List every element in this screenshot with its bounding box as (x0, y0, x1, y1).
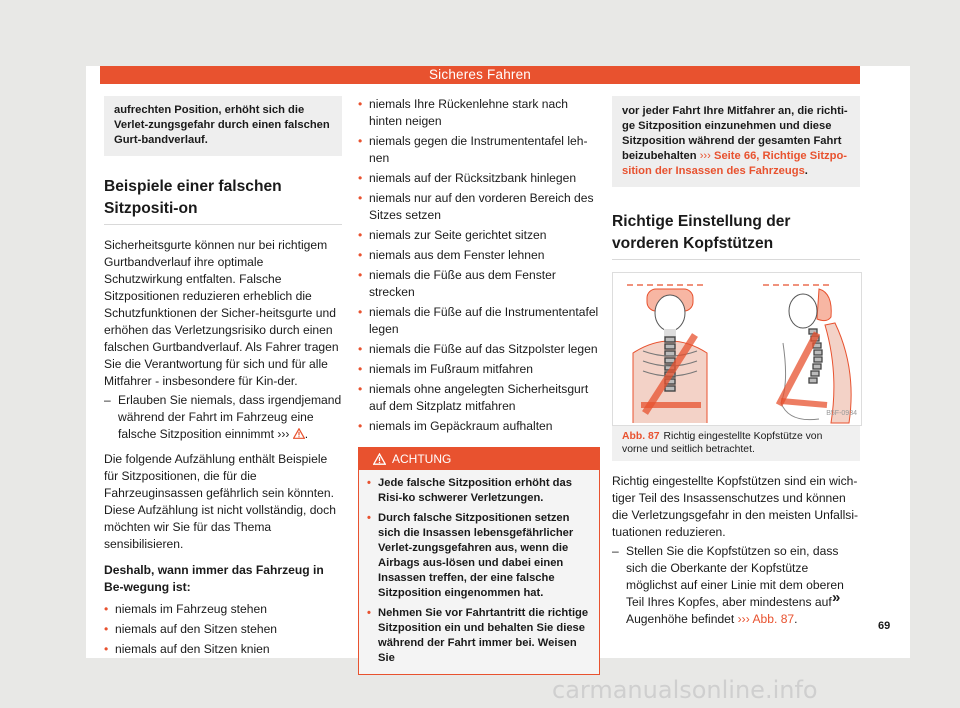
figure-number: Abb. 87 (622, 431, 660, 442)
section-header: Sicheres Fahren (100, 66, 860, 84)
list-item: • niemals im Fußraum mitfahren (358, 362, 533, 376)
list-item: • niemals aus dem Fenster lehnen (358, 248, 545, 262)
list-item: • niemals auf den Sitzen stehen (104, 622, 278, 636)
warning-item: • Nehmen Sie vor Fahrtantritt die richtige Sitzposition ein und behalten Sie diese während der Fahrt immer bei. Weisen Sie (367, 607, 589, 664)
column-2 (358, 96, 600, 675)
list-item: • niemals gegen die Instrumententafel leh-nen (358, 134, 588, 165)
list-item: • niemals auf den Sitzen knien (104, 642, 270, 656)
list-item: • niemals zur Seite gerichtet sitzen (358, 228, 547, 242)
list-item: • niemals im Fahrzeug stehen (104, 602, 267, 616)
figure-caption: Abb. 87 Richtig eingestellte Kopfstütze von vorne und seitlich betrachtet. (612, 426, 860, 461)
list-item: • niemals Ihre Rückenlehne stark nach hinten neigen (358, 97, 568, 128)
figure-code: B5F-0934 (826, 410, 857, 417)
warning-box (358, 447, 600, 675)
section-heading: Beispiele einer falschen Sitzpositi-on (104, 176, 342, 225)
warning-item: • Jede falsche Sitzposition erhöht das Risi-ko schwerer Verletzungen. (367, 477, 572, 504)
list-item: • niemals auf der Rücksitzbank hinlegen (358, 171, 577, 185)
list-item: • niemals im Gepäckraum aufhalten (358, 419, 553, 433)
list-item: • niemals nur auf den vorderen Bereich des Sitzes setzen (358, 191, 594, 222)
warning-icon (293, 428, 305, 439)
watermark: carmanualsonline.info (552, 676, 818, 704)
warning-body (359, 470, 599, 674)
warning-icon (373, 453, 386, 465)
page-reference-link[interactable]: Seite 66, Richtige Sitzpo-sition der Insassen des Fahrzeugs (622, 150, 848, 177)
section-heading: Richtige Einstellung der vorderen Kopfstützen (612, 211, 860, 260)
list-intro-paragraph: Die folgende Aufzählung enthält Beispiele für Sitzpositionen, die für die Fahrzeuginsassen gefährlich sein könnten. Diese Aufzählung ist nicht vollständig, doch möchten wir Sie für das Thema sensibilisieren. (104, 452, 336, 551)
continued-callout: aufrechten Position, erhöht sich die Verlet-zungsgefahr durch einen falschen Gurt-bandverlauf. (104, 96, 342, 156)
list-item: • niemals die Füße auf das Sitzpolster legen (358, 342, 598, 356)
intro-paragraph: Sicherheitsgurte können nur bei richtigem Gurtbandverlauf ihre optimale Schutzwirkung entfalten. Falsche Sitzpositionen reduzieren erheblich die Schutzfunktionen der Sicher-heitsgurte und erhöhen das Verletzungsrisiko durch einen falschen Gurtbandverlauf. Als Fahrer tragen Sie die Verantwortung für sich und für alle Mitfahrer - insbesondere für Kin-der. (104, 238, 339, 388)
column-3 (612, 96, 860, 628)
warning-title: ACHTUNG (392, 452, 452, 466)
continued-callout: vor jeder Fahrt Ihre Mitfahrer an, die richti-ge Sitzposition einzunehmen und diese Sitzposition während der gesamten Fahrt beizubehalten ››› Seite 66, Richtige Sitzpo-sition der Insassen des Fahrzeugs. (612, 96, 860, 187)
page-number: 69 (878, 620, 891, 632)
list-subheading: Deshalb, wann immer das Fahrzeug in Be-wegung ist: (104, 563, 324, 594)
figure-reference-link[interactable]: Abb. 87 (752, 612, 795, 626)
warning-item: • Durch falsche Sitzpositionen setzen sich die Insassen lebensgefährlicher Verlet-zungsgefahren aus, wenn die Airbags aus-lösen und dabei einen Insassen treffen, der eine falsche Sitzposition eingenommen hat. (367, 512, 574, 599)
headrest-illustration (613, 273, 861, 425)
list-item: • niemals ohne angelegten Sicherheitsgurt auf dem Sitzplatz mitfahren (358, 382, 589, 413)
list-item: • niemals die Füße auf die Instrumententafel legen (358, 305, 599, 336)
column-1 (104, 96, 342, 658)
list-item: • niemals die Füße aus dem Fenster strecken (358, 268, 556, 299)
headrest-figure (612, 272, 862, 426)
instruction-item: – Erlauben Sie niemals, dass irgendjemand während der Fahrt im Fahrzeug eine falsche Sitzposition einnimmt ››› . (104, 393, 342, 441)
instruction-item: – Stellen Sie die Kopfstützen so ein, dass sich die Oberkante der Kopfstütze möglichst auf einer Linie mit dem oberen Teil Ihres Kopfes, aber mindestens auf Augenhöhe befindet ››› Abb. 87. (612, 544, 844, 626)
headrest-paragraph: Richtig eingestellte Kopfstützen sind ein wich-tiger Teil des Insassenschutzes und können die Verletzungsgefahr in den meisten Unfallsi-tuationen reduzieren. (612, 474, 859, 539)
warning-header (359, 448, 599, 470)
continue-arrow: » (832, 589, 841, 606)
